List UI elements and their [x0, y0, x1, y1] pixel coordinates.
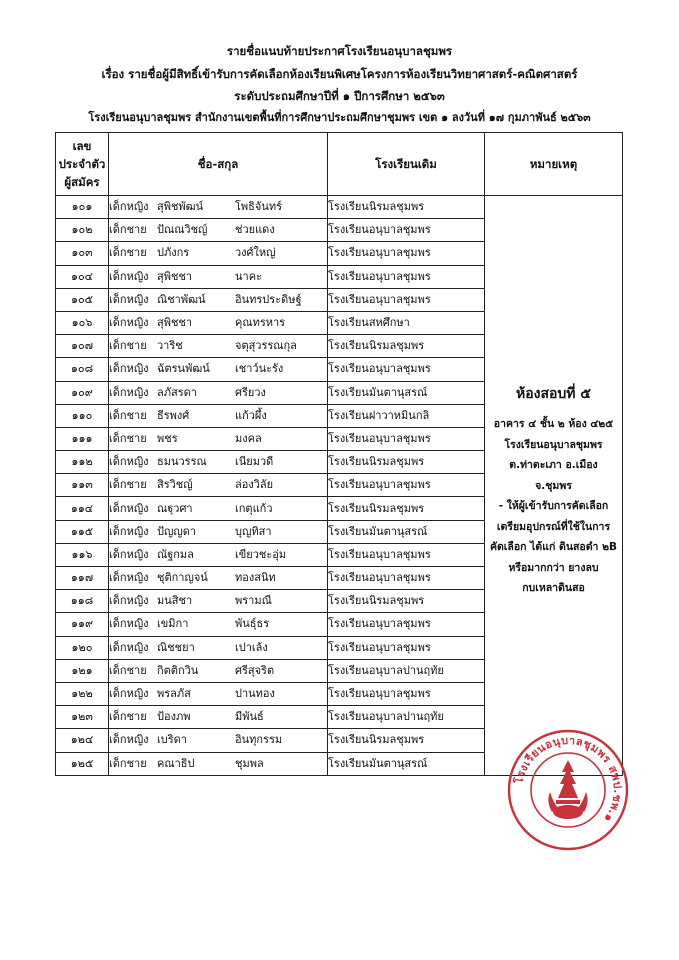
previous-school: โรงเรียนนิรมลชุมพร [328, 451, 485, 474]
previous-school: โรงเรียนมันตานุสรณ์ [328, 520, 485, 543]
applicant-number: ๑๐๕ [56, 288, 109, 311]
applicant-name-cell [109, 219, 328, 242]
header-school: โรงเรียนเดิม [328, 133, 485, 196]
first-name: ณฐุวศา [157, 501, 193, 515]
last-name: อินทุกรรม [235, 733, 283, 747]
applicant-number: ๑๐๑ [56, 196, 109, 219]
applicant-name-cell [109, 659, 328, 682]
applicant-number: ๑๑๕ [56, 520, 109, 543]
applicant-number: ๑๑๘ [56, 590, 109, 613]
applicant-number: ๑๒๕ [56, 752, 109, 775]
header-line-3: ระดับประถมศึกษาปีที่ ๑ ปีการศึกษา ๒๕๖๓ [234, 89, 445, 103]
last-name: เกตุแก้ว [235, 501, 273, 515]
first-name: ณัฐกมล [157, 547, 194, 561]
applicant-name-cell [109, 543, 328, 566]
name-title: เด็กหญิง [109, 547, 149, 561]
table-header-row [56, 133, 623, 196]
last-name: แก้วผึ้ง [235, 408, 267, 422]
last-name: นาคะ [235, 269, 262, 283]
header-name: ชื่อ-สกุล [109, 133, 328, 196]
applicant-number: ๑๑๗ [56, 567, 109, 590]
applicant-name-cell [109, 682, 328, 705]
first-name: สิรวิชญ์ [157, 478, 193, 492]
previous-school: โรงเรียนฝาวาหมินกลิ [328, 404, 485, 427]
applicant-name-cell [109, 404, 328, 427]
name-title: เด็กชาย [109, 408, 147, 422]
first-name: เขมิกา [157, 617, 189, 631]
first-name: เบริดา [157, 733, 187, 747]
last-name: เนียมวดี [235, 455, 274, 469]
document-header [0, 40, 679, 124]
header-applicant-number [56, 133, 109, 196]
name-title: เด็กชาย [109, 478, 147, 492]
applicant-name-cell [109, 451, 328, 474]
remark-line: โรงเรียนอนุบาลชุมพร [504, 438, 603, 451]
last-name: ศรียวง [235, 385, 266, 399]
remark-line: อาคาร ๔ ชั้น ๒ ห้อง ๔๒๕ [493, 418, 614, 430]
last-name: จตุสุวรรณกุล [235, 339, 297, 353]
first-name: ณิชาพัฒน์ [157, 292, 206, 306]
first-name: สุพิชชา [157, 316, 193, 330]
applicant-number: ๑๒๐ [56, 636, 109, 659]
name-title: เด็กชาย [109, 431, 147, 445]
last-name: โพธิจันทร์ [235, 200, 282, 214]
last-name: บุญทิสา [235, 524, 272, 538]
previous-school: โรงเรียนอนุบาลชุมพร [328, 288, 485, 311]
name-title: เด็กหญิง [109, 269, 149, 283]
name-title: เด็กชาย [109, 223, 147, 237]
previous-school: โรงเรียนอนุบาลชุมพร [328, 358, 485, 381]
first-name: ธมนวรรณ [157, 455, 207, 469]
first-name: วาริช [157, 339, 183, 353]
remark-line: ต.ท่าตะเภา อ.เมือง [509, 459, 598, 471]
last-name: พรามณี [235, 594, 272, 608]
previous-school: โรงเรียนนิรมลชุมพร [328, 196, 485, 219]
previous-school: โรงเรียนอนุบาลชุมพร [328, 567, 485, 590]
applicant-number: ๑๐๙ [56, 381, 109, 404]
header-number-line-2: ประจำตัว [58, 157, 106, 171]
last-name: อินทรประดิษฐ์ [235, 292, 302, 306]
header-remark: หมายเหตุ [485, 133, 623, 196]
previous-school: โรงเรียนอนุบาลปานฤทัย [328, 659, 485, 682]
last-name: ทองสนิท [235, 571, 276, 585]
applicant-name-cell [109, 474, 328, 497]
applicant-name-cell [109, 567, 328, 590]
last-name: พันธุ์ธร [235, 617, 270, 631]
last-name: ปานทอง [235, 687, 275, 701]
name-title: เด็กชาย [109, 756, 147, 770]
applicant-number: ๑๑๓ [56, 474, 109, 497]
table-row [56, 196, 623, 219]
applicant-name-cell [109, 613, 328, 636]
applicant-table [55, 132, 623, 776]
first-name: สุพิชพัฒน์ [157, 200, 204, 214]
previous-school: โรงเรียนอนุบาลชุมพร [328, 427, 485, 450]
name-title: เด็กหญิง [109, 524, 149, 538]
first-name: สุพิชชา [157, 269, 193, 283]
first-name: คณาธิป [157, 756, 195, 770]
name-title: เด็กหญิง [109, 687, 149, 701]
applicant-name-cell [109, 636, 328, 659]
last-name: มีพันธ์ [235, 710, 264, 724]
applicant-number: ๑๑๙ [56, 613, 109, 636]
applicant-number: ๑๑๖ [56, 543, 109, 566]
remark-text [485, 382, 622, 599]
first-name: พรลภัส [157, 687, 191, 701]
header-number-line-3: ผู้สมัคร [64, 175, 100, 189]
remark-line: จ.ชุมพร [535, 479, 572, 492]
name-title: เด็กหญิง [109, 316, 149, 330]
first-name: ณิชชยา [157, 640, 195, 654]
applicant-name-cell [109, 381, 328, 404]
applicant-name-cell [109, 265, 328, 288]
remark-line: - ให้ผู้เข้ารับการคัดเลือก [498, 500, 609, 512]
first-name: ปภังกร [157, 246, 190, 260]
header-line-2: เรื่อง รายชื่อผู้มีสิทธิ์เข้ารับการคัดเลือกห้องเรียนพิเศษโครงการห้องเรียนวิทยาศาสตร์-คณิตศาสตร์ [101, 66, 578, 81]
last-name: ช่วยแดง [235, 223, 275, 237]
applicant-number: ๑๐๗ [56, 335, 109, 358]
name-title: เด็กหญิง [109, 292, 149, 306]
previous-school: โรงเรียนนิรมลชุมพร [328, 590, 485, 613]
applicant-number: ๑๒๓ [56, 706, 109, 729]
first-name: ธีรพงศ์ [157, 408, 190, 422]
first-name: ปัญญดา [157, 524, 197, 538]
name-title: เด็กชาย [109, 710, 147, 724]
name-title: เด็กหญิง [109, 385, 149, 399]
previous-school: โรงเรียนอนุบาลชุมพร [328, 636, 485, 659]
previous-school: โรงเรียนอนุบาลชุมพร [328, 242, 485, 265]
first-name: ป้องภพ [157, 710, 191, 724]
applicant-number: ๑๐๔ [56, 265, 109, 288]
previous-school: โรงเรียนนิรมลชุมพร [328, 729, 485, 752]
previous-school: โรงเรียนอนุบาลชุมพร [328, 474, 485, 497]
name-title: เด็กชาย [109, 246, 147, 260]
remark-cell [485, 196, 623, 776]
applicant-number: ๑๑๐ [56, 404, 109, 427]
previous-school: โรงเรียนมันตานุสรณ์ [328, 381, 485, 404]
last-name: วงศ์ใหญ่ [235, 246, 276, 260]
last-name: เขียวชะอุ่ม [235, 547, 287, 561]
first-name: มนสิชา [157, 594, 193, 608]
applicant-name-cell [109, 358, 328, 381]
seal-text: โรงเรียนอนุบาลชุมพร สพป.ชพ.๑ [512, 733, 625, 826]
previous-school: โรงเรียนอนุบาลปานฤทัย [328, 706, 485, 729]
applicant-name-cell [109, 590, 328, 613]
last-name: มงคล [235, 431, 262, 445]
remark-line: เตรียมอุปกรณ์ที่ใช้ในการ [496, 520, 611, 533]
previous-school: โรงเรียนอนุบาลชุมพร [328, 613, 485, 636]
name-title: เด็กหญิง [109, 200, 149, 214]
applicant-name-cell [109, 497, 328, 520]
header-line-4: โรงเรียนอนุบาลชุมพร สำนักงานเขตพื้นที่การศึกษาประถมศึกษาชุมพร เขต ๑ ลงวันที่ ๑๗ กุมภาพันธ์ ๒๕๖๓ [88, 111, 591, 124]
first-name: ปัณณวิชญ์ [157, 223, 208, 237]
applicant-name-cell [109, 729, 328, 752]
previous-school: โรงเรียนมันตานุสรณ์ [328, 752, 485, 775]
previous-school: โรงเรียนนิรมลชุมพร [328, 335, 485, 358]
last-name: ชุมพล [235, 756, 264, 770]
seal-emblem-icon [548, 760, 587, 819]
last-name: เชาว์นะรัง [235, 362, 284, 376]
name-title: เด็กหญิง [109, 617, 149, 631]
name-title: เด็กชาย [109, 339, 147, 353]
applicant-number: ๑๑๒ [56, 451, 109, 474]
previous-school: โรงเรียนสหศึกษา [328, 311, 485, 334]
applicant-number: ๑๑๔ [56, 497, 109, 520]
applicant-name-cell [109, 520, 328, 543]
first-name: ชุติกาญจน์ [157, 571, 208, 585]
applicant-name-cell [109, 288, 328, 311]
applicant-name-cell [109, 242, 328, 265]
previous-school: โรงเรียนอนุบาลชุมพร [328, 682, 485, 705]
applicant-number: ๑๐๒ [56, 219, 109, 242]
last-name: ศรีสุจริต [235, 663, 275, 677]
name-title: เด็กหญิง [109, 733, 149, 747]
applicant-number: ๑๒๔ [56, 729, 109, 752]
name-title: เด็กหญิง [109, 571, 149, 585]
last-name: เปาเล้ง [235, 640, 268, 654]
exam-room-label: ห้องสอบที่ ๕ [515, 386, 591, 402]
applicant-number: ๑๐๓ [56, 242, 109, 265]
last-name: คุณทรหาร [235, 316, 286, 330]
school-seal-stamp [506, 728, 630, 852]
applicant-number: ๑๒๒ [56, 682, 109, 705]
applicant-name-cell [109, 706, 328, 729]
applicant-name-cell [109, 335, 328, 358]
previous-school: โรงเรียนอนุบาลชุมพร [328, 543, 485, 566]
name-title: เด็กหญิง [109, 594, 149, 608]
header-line-1: รายชื่อแนบท้ายประกาศโรงเรียนอนุบาลชุมพร [226, 44, 453, 58]
name-title: เด็กชาย [109, 663, 147, 677]
first-name: ฉัตรนพัฒน์ [157, 362, 210, 376]
applicant-number: ๑๑๑ [56, 427, 109, 450]
name-title: เด็กหญิง [109, 362, 149, 376]
previous-school: โรงเรียนอนุบาลชุมพร [328, 265, 485, 288]
applicant-name-cell [109, 196, 328, 219]
applicant-name-cell [109, 311, 328, 334]
header-number-line-1: เลข [72, 139, 92, 153]
applicant-number: ๑๒๑ [56, 659, 109, 682]
previous-school: โรงเรียนนิรมลชุมพร [328, 497, 485, 520]
applicant-name-cell [109, 752, 328, 775]
name-title: เด็กหญิง [109, 501, 149, 515]
name-title: เด็กหญิง [109, 640, 149, 654]
table-body [56, 196, 623, 776]
first-name: ลภัสรดา [157, 385, 197, 399]
first-name: พชร [157, 431, 178, 445]
applicant-number: ๑๐๖ [56, 311, 109, 334]
applicant-name-cell [109, 427, 328, 450]
name-title: เด็กหญิง [109, 455, 149, 469]
applicant-number: ๑๐๘ [56, 358, 109, 381]
remark-line: กบเหลาดินสอ [522, 582, 585, 594]
last-name: ล่องวิลัย [235, 478, 274, 492]
previous-school: โรงเรียนอนุบาลชุมพร [328, 219, 485, 242]
remark-line: คัดเลือก ได้แก่ ดินสอดำ ๒B [489, 541, 618, 553]
remark-line: หรือมากกว่า ยางลบ [508, 561, 599, 574]
first-name: กิตติกวิน [157, 663, 199, 677]
